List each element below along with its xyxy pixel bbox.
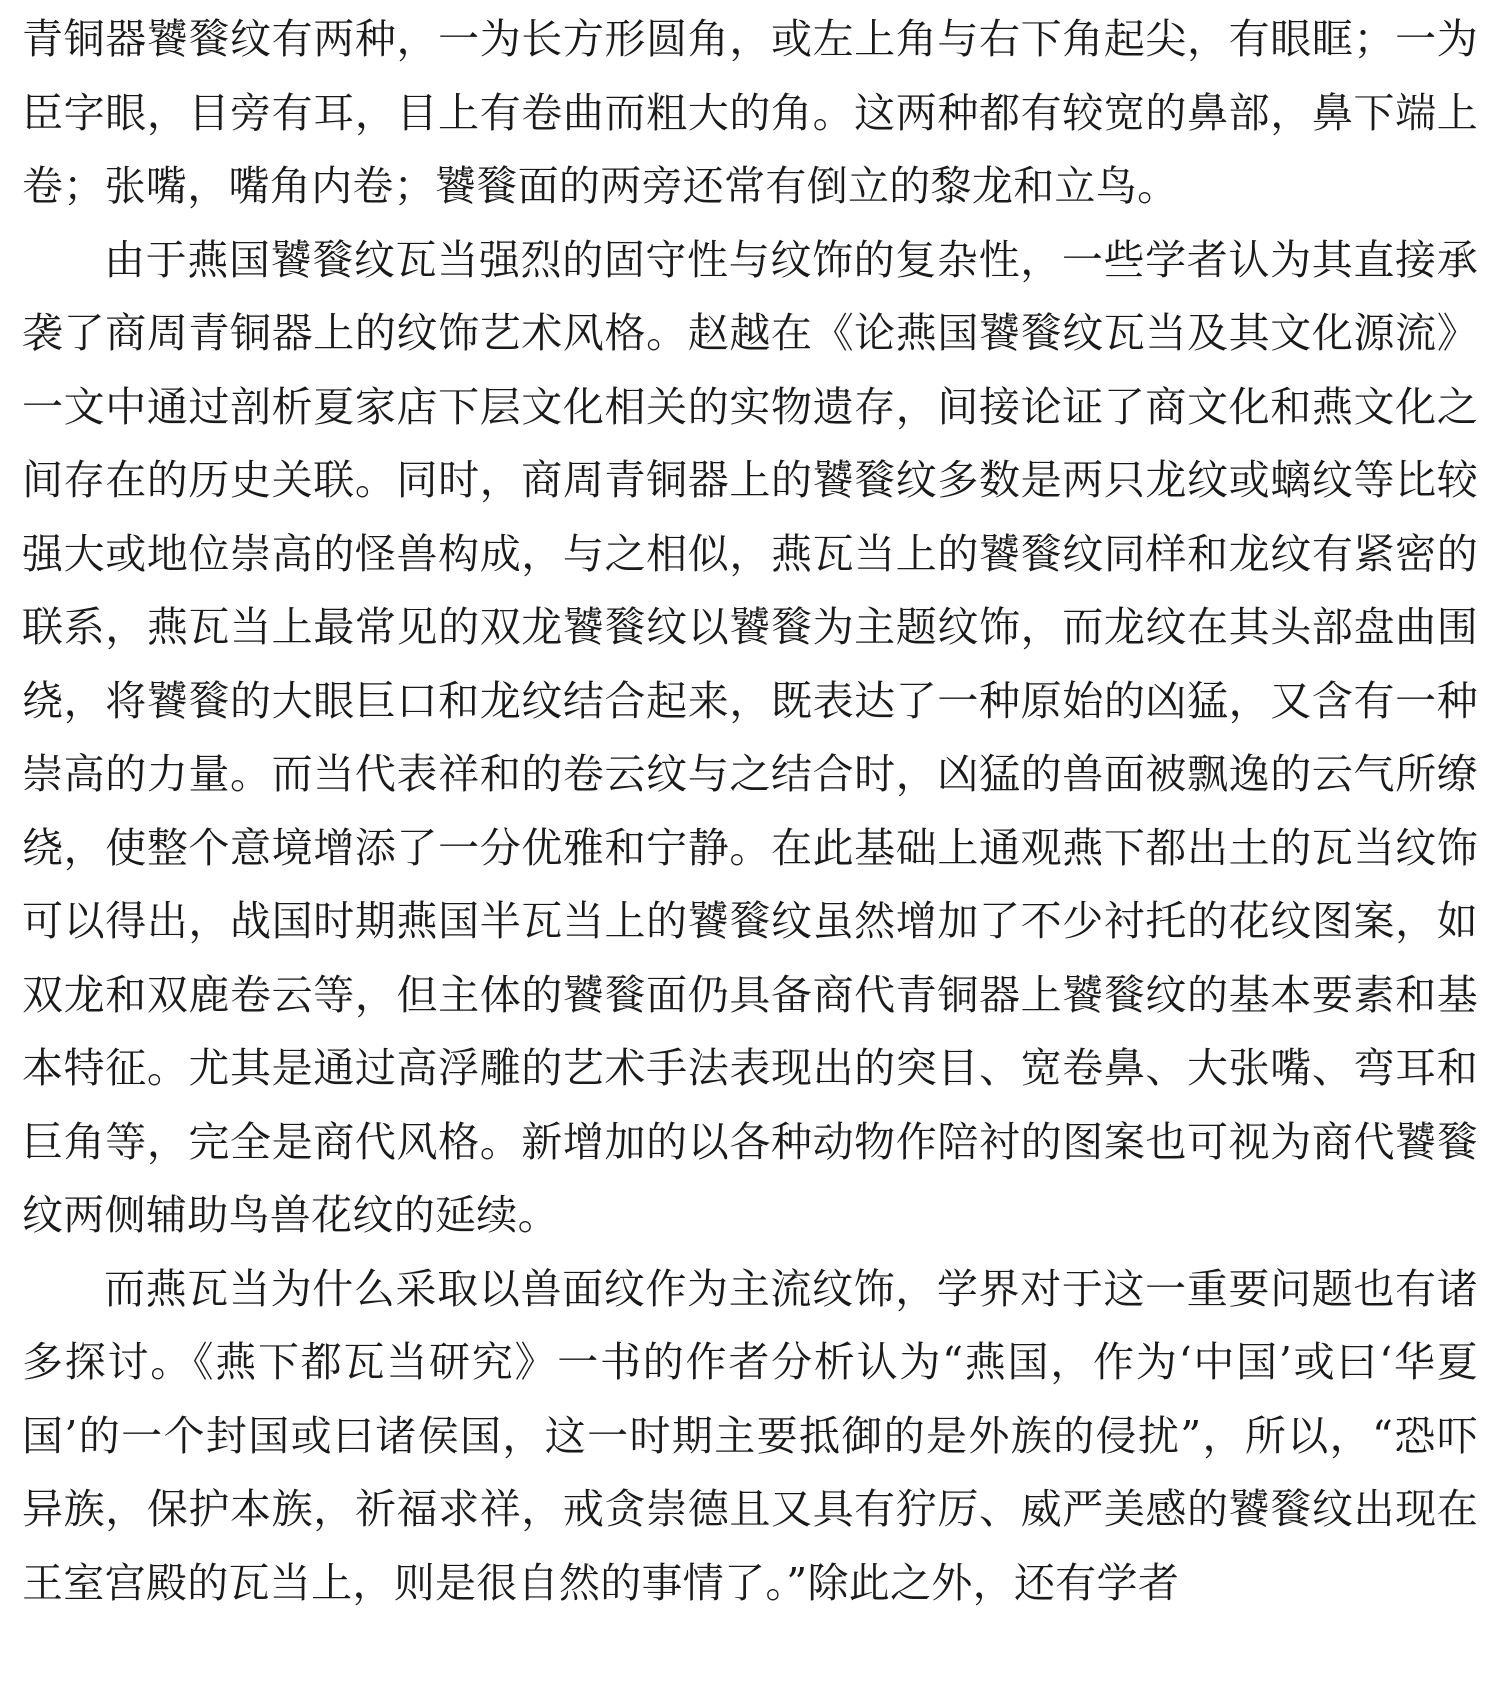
paragraph-bronze-patterns: 青铜器饕餮纹有两种，一为长方形圆角，或左上角与右下角起尖，有眼眶；一为臣字眼，目旁有耳，目上有卷曲而粗大的角。这两种都有较宽的鼻部，鼻下端上卷；张嘴，嘴角内卷；饕餮面的两旁还常有倒立的黎龙和立鸟。 xyxy=(22,15,1478,210)
document-page xyxy=(22,3,1478,1620)
paragraph-why-beast-face: 而燕瓦当为什么采取以兽面纹作为主流纹饰，学界对于这一重要问题也有诸多探讨。《燕下都瓦当研究》一书的作者分析认为“燕国，作为‘中国’或曰‘华夏国’的一个封国或曰诸侯国，这一时期主要抵御的是外族的侵扰”，所以，“恐吓异族，保护本族，祈福求祥，戒贪崇德且又具有狞厉、威严美感的饕餮纹出现在王室宫殿的瓦当上，则是很自然的事情了。”除此之外，还有学者 xyxy=(22,1264,1478,1607)
paragraph-yan-taotie-origins: 由于燕国饕餮纹瓦当强烈的固守性与纹饰的复杂性，一些学者认为其直接承袭了商周青铜器上的纹饰艺术风格。赵越在《论燕国饕餮纹瓦当及其文化源流》一文中通过剖析夏家店下层文化相关的实物遗存，间接论证了商文化和燕文化之间存在的历史关联。同时，商周青铜器上的饕餮纹多数是两只龙纹或螭纹等比较强大或地位崇高的怪兽构成，与之相似，燕瓦当上的饕餮纹同样和龙纹有紧密的联系，燕瓦当上最常见的双龙饕餮纹以饕餮为主题纹饰，而龙纹在其头部盘曲围绕，将饕餮的大眼巨口和龙纹结合起来，既表达了一种原始的凶猛，又含有一种崇高的力量。而当代表祥和的卷云纹与之结合时，凶猛的兽面被飘逸的云气所缭绕，使整个意境增添了一分优雅和宁静。在此基础上通观燕下都出土的瓦当纹饰可以得出，战国时期燕国半瓦当上的饕餮纹虽然增加了不少衬托的花纹图案，如双龙和双鹿卷云等，但主体的饕餮面仍具备商代青铜器上饕餮纹的基本要素和基本特征。尤其是通过高浮雕的艺术手法表现出的突目、宽卷鼻、大张嘴、弯耳和巨角等，完全是商代风格。新增加的以各种动物作陪衬的图案也可视为商代饕餮纹两侧辅助鸟兽花纹的延续。 xyxy=(22,235,1478,1239)
